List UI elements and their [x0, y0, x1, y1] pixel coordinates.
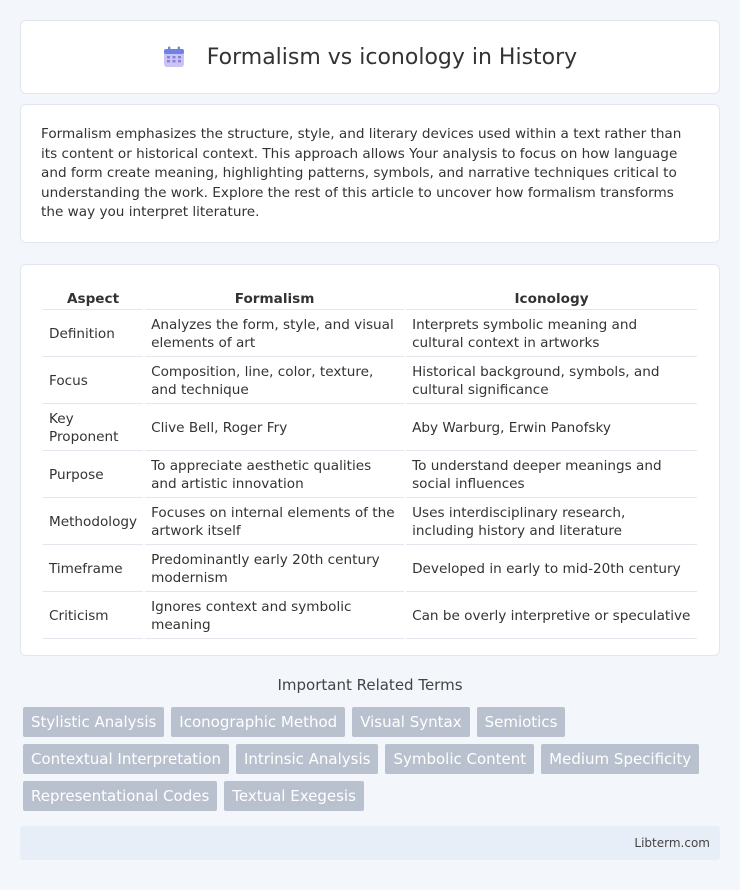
column-header-formalism: Formalism — [145, 287, 404, 310]
related-term-tag[interactable]: Representational Codes — [23, 781, 217, 811]
table-row — [43, 500, 697, 545]
related-term-tag[interactable]: Semiotics — [477, 707, 566, 737]
related-term-tag[interactable]: Visual Syntax — [352, 707, 469, 737]
cell-iconology: To understand deeper meanings and social influences — [406, 453, 697, 498]
column-header-aspect: Aspect — [43, 287, 143, 310]
related-term-tag[interactable]: Iconographic Method — [171, 707, 345, 737]
cell-formalism: To appreciate aesthetic qualities and artistic innovation — [145, 453, 404, 498]
calendar-icon — [163, 46, 185, 68]
cell-formalism: Analyzes the form, style, and visual elements of art — [145, 312, 404, 357]
title-card — [20, 20, 720, 94]
table-row — [43, 312, 697, 357]
table-row — [43, 453, 697, 498]
related-term-tag[interactable]: Contextual Interpretation — [23, 744, 229, 774]
related-terms-title: Important Related Terms — [277, 676, 463, 694]
table-row — [43, 359, 697, 404]
intro-card — [20, 104, 720, 243]
page-title: Formalism vs iconology in History — [206, 44, 578, 70]
cell-aspect: Methodology — [43, 500, 143, 545]
cell-aspect: Focus — [43, 359, 143, 404]
table-row — [43, 406, 697, 451]
cell-formalism: Ignores context and symbolic meaning — [145, 594, 404, 639]
footer — [20, 826, 720, 860]
cell-aspect: Timeframe — [43, 547, 143, 592]
cell-formalism: Clive Bell, Roger Fry — [145, 406, 404, 451]
column-header-iconology: Iconology — [406, 287, 697, 310]
cell-iconology: Interprets symbolic meaning and cultural context in artworks — [406, 312, 697, 357]
intro-text: Formalism emphasizes the structure, style, and literary devices used within a text rather than its content or historical context. This approach allows Your analysis to focus on how language and form create meaning, highlighting patterns, symbols, and narrative techniques critical to understanding the work. Explore the rest of this article to uncover how formalism transforms the way you interpret literature. — [41, 126, 682, 221]
cell-formalism: Focuses on internal elements of the artwork itself — [145, 500, 404, 545]
table-header-row — [43, 287, 697, 310]
related-term-tag[interactable]: Intrinsic Analysis — [236, 744, 378, 774]
comparison-table — [41, 285, 699, 641]
table-row — [43, 547, 697, 592]
related-term-tag[interactable]: Symbolic Content — [385, 744, 534, 774]
cell-iconology: Aby Warburg, Erwin Panofsky — [406, 406, 697, 451]
cell-formalism: Composition, line, color, texture, and technique — [145, 359, 404, 404]
cell-formalism: Predominantly early 20th century modernism — [145, 547, 404, 592]
cell-iconology: Developed in early to mid-20th century — [406, 547, 697, 592]
related-terms-list — [23, 707, 723, 811]
table-row — [43, 594, 697, 639]
comparison-table-card — [20, 264, 720, 656]
cell-aspect: Key Proponent — [43, 406, 143, 451]
related-term-tag[interactable]: Textual Exegesis — [224, 781, 364, 811]
cell-aspect: Definition — [43, 312, 143, 357]
related-term-tag[interactable]: Stylistic Analysis — [23, 707, 164, 737]
cell-iconology: Can be overly interpretive or speculative — [406, 594, 697, 639]
related-term-tag[interactable]: Medium Specificity — [541, 744, 699, 774]
cell-aspect: Purpose — [43, 453, 143, 498]
cell-iconology: Uses interdisciplinary research, including history and literature — [406, 500, 697, 545]
cell-aspect: Criticism — [43, 594, 143, 639]
footer-site-link[interactable]: Libterm.com — [634, 836, 710, 850]
cell-iconology: Historical background, symbols, and cultural significance — [406, 359, 697, 404]
